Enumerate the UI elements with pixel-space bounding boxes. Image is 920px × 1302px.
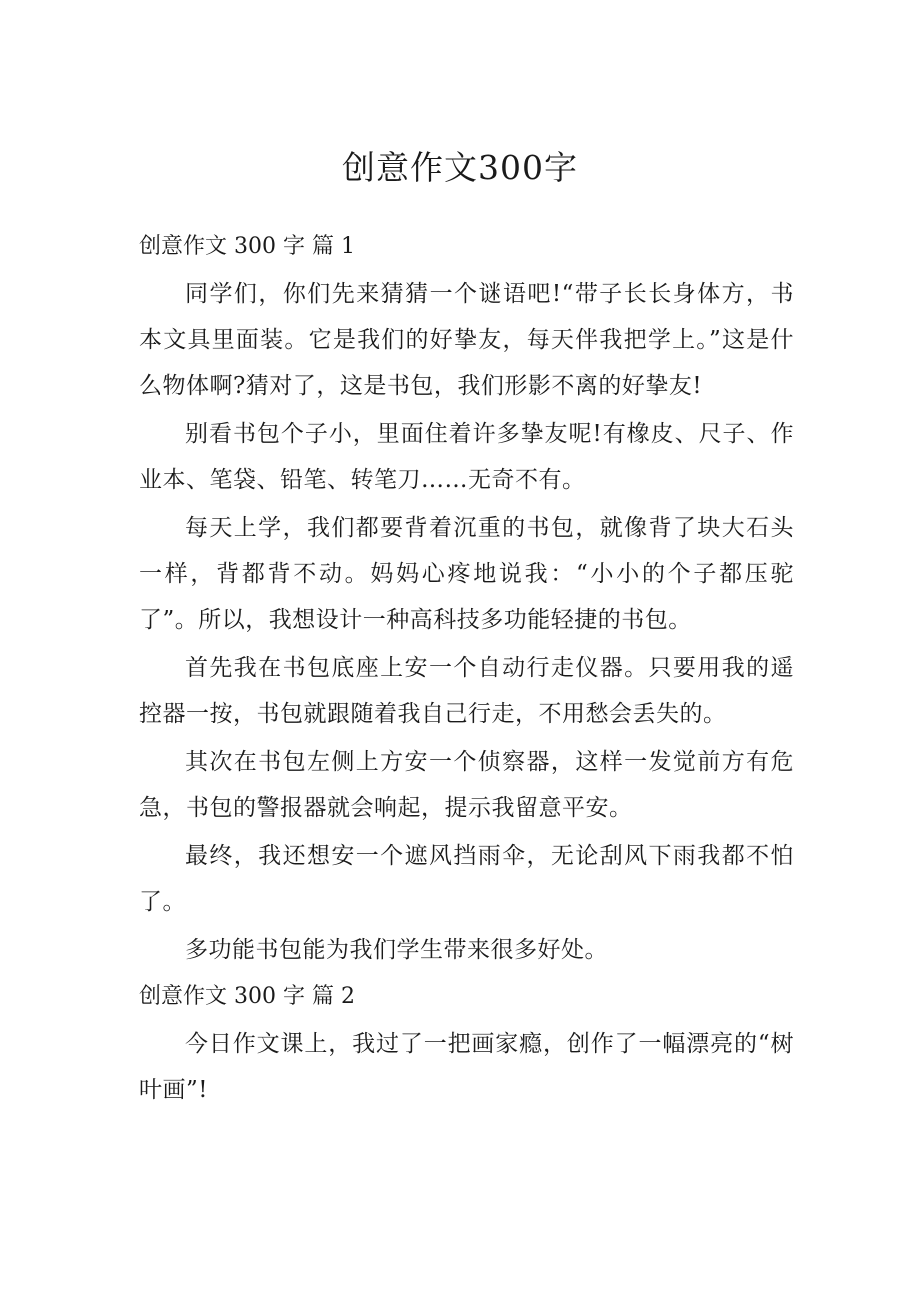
paragraph: 今日作文课上，我过了一把画家瘾，创作了一幅漂亮的“树叶画”! [139, 1031, 794, 1103]
section-heading: 创意作文 300 字 篇 1 [139, 234, 355, 259]
paragraph: 别看书包个子小，里面住着许多挚友呢!有橡皮、尺子、作业本、笔袋、铅笔、转笔刀……无奇不有。 [139, 421, 794, 493]
document-body [139, 225, 794, 1115]
section-heading: 创意作文 300 字 篇 2 [139, 984, 355, 1009]
paragraph: 每天上学，我们都要背着沉重的书包，就像背了块大石头一样，背都背不动。妈妈心疼地说我：“小小的个子都压驼了”。所以，我想设计一种高科技多功能轻捷的书包。 [139, 515, 794, 633]
paragraph: 首先我在书包底座上安一个自动行走仪器。只要用我的遥控器一按，书包就跟随着我自己行走，不用愁会丢失的。 [139, 655, 794, 727]
document-title: 创意作文300字 [342, 148, 578, 187]
paragraph: 其次在书包左侧上方安一个侦察器，这样一发觉前方有危急，书包的警报器就会响起，提示我留意平安。 [139, 749, 794, 821]
paragraph: 最终，我还想安一个遮风挡雨伞，无论刮风下雨我都不怕了。 [139, 843, 794, 915]
paragraph: 同学们，你们先来猜猜一个谜语吧!“带子长长身体方，书本文具里面装。它是我们的好挚友，每天伴我把学上。”这是什么物体啊?猜对了，这是书包，我们形影不离的好挚友! [139, 281, 794, 399]
paragraph: 多功能书包能为我们学生带来很多好处。 [185, 937, 608, 963]
